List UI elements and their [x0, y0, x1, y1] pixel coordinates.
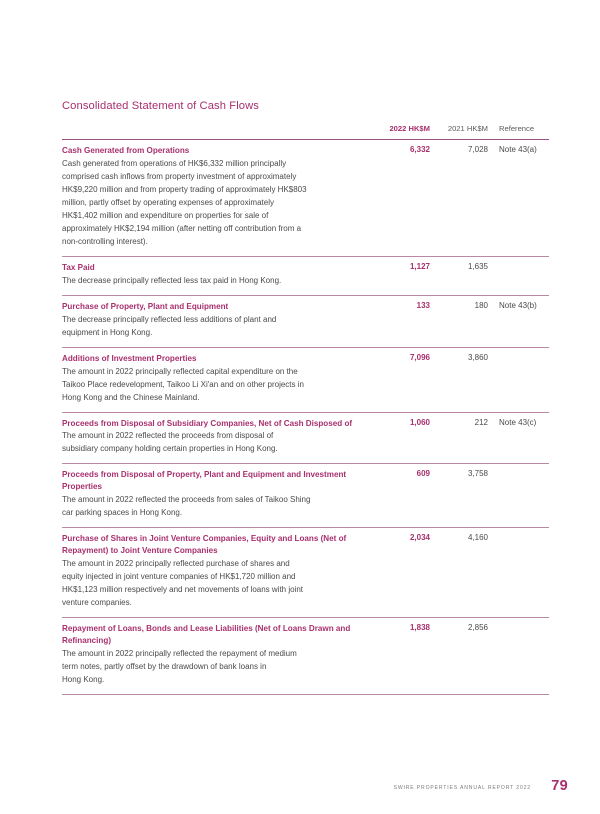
table-body	[62, 140, 549, 695]
table-row	[62, 464, 549, 493]
row-heading: Cash Generated from Operations	[62, 146, 190, 156]
description-line: The amount in 2022 principally reflected capital expenditure on the	[62, 366, 298, 376]
description-line: The amount in 2022 reflected the proceeds from disposal of	[62, 431, 274, 441]
description-line: equipment in Hong Kong.	[62, 327, 153, 337]
table-row-description	[62, 647, 549, 694]
table-row	[62, 412, 549, 429]
description-line: HK$1,123 million respectively and net movements of loans with joint	[62, 585, 304, 595]
page-title: Consolidated Statement of Cash Flows	[62, 100, 259, 112]
table-row-description	[62, 157, 549, 256]
row-value-2022: 609	[416, 469, 430, 479]
page-number: 79	[551, 778, 568, 794]
row-heading: Proceeds from Disposal of Property, Plant and Equipment and Investment Properties	[62, 470, 347, 492]
row-reference: Note 43(c)	[499, 417, 537, 427]
row-heading: Purchase of Shares in Joint Venture Companies, Equity and Loans (Net of Repayment) to Joint Venture Companies	[62, 534, 347, 556]
row-heading: Purchase of Property, Plant and Equipment	[62, 301, 229, 311]
row-description	[62, 429, 549, 463]
description-line: HK$1,402 million and expenditure on properties for sale of	[62, 211, 269, 221]
description-line: approximately HK$2,194 million (after netting off contribution from a	[62, 223, 302, 233]
row-description	[62, 557, 549, 617]
cash-flow-table	[62, 124, 549, 695]
row-value-2021: 7,028	[467, 145, 488, 155]
description-line: car parking spaces in Hong Kong.	[62, 508, 183, 518]
row-description	[62, 365, 549, 412]
row-description	[62, 274, 549, 295]
table-row	[62, 256, 549, 273]
table-row	[62, 347, 549, 364]
description-line: Taikoo Place redevelopment, Taikoo Li Xi'an and on other projects in	[62, 379, 304, 389]
row-reference	[491, 528, 549, 557]
table-row	[62, 617, 549, 646]
table-row-description	[62, 557, 549, 617]
row-value-2021: 4,160	[467, 533, 488, 543]
column-header-reference: Reference	[499, 124, 535, 133]
column-header-2022-unit: HK$M	[408, 124, 430, 133]
description-line: The decrease principally reflected less additions of plant and	[62, 314, 277, 324]
description-line: Hong Kong and the Chinese Mainland.	[62, 392, 200, 402]
row-description	[62, 157, 549, 256]
column-header-description	[62, 124, 372, 139]
row-value-2021: 2,856	[467, 622, 488, 632]
column-header-2021-unit: HK$M	[466, 124, 488, 133]
row-reference	[491, 347, 549, 364]
row-value-2022: 7,096	[409, 352, 430, 362]
description-line: The decrease principally reflected less tax paid in Hong Kong.	[62, 275, 282, 285]
table-row-description	[62, 274, 549, 295]
description-line: The amount in 2022 principally reflected purchase of shares and	[62, 559, 290, 569]
column-header-2021-year: 2021	[447, 124, 465, 133]
row-value-2021: 3,758	[467, 469, 488, 479]
row-value-2022: 1,060	[409, 417, 430, 427]
document-content	[62, 100, 549, 695]
row-value-2021: 180	[474, 300, 488, 310]
row-heading: Additions of Investment Properties	[62, 353, 197, 363]
row-value-2022: 6,332	[409, 145, 430, 155]
description-line: The amount in 2022 reflected the proceeds from sales of Taikoo Shing	[62, 495, 311, 505]
table-row-description	[62, 429, 549, 463]
description-line: Cash generated from operations of HK$6,332 million principally	[62, 159, 287, 169]
row-reference	[491, 617, 549, 646]
row-value-2021: 212	[474, 417, 488, 427]
table-row	[62, 295, 549, 312]
row-description	[62, 313, 549, 347]
row-description	[62, 647, 549, 694]
description-line: million, partly offset by operating expenses of approximately	[62, 198, 274, 208]
footer-report-label: SWIRE PROPERTIES ANNUAL REPORT 2022	[393, 785, 531, 791]
page-footer	[0, 778, 600, 804]
description-line: HK$9,220 million and from property trading of approximately HK$803	[62, 185, 307, 195]
row-value-2022: 1,838	[409, 622, 430, 632]
row-heading: Tax Paid	[62, 262, 95, 272]
row-value-2022: 1,127	[409, 261, 430, 271]
row-value-2022: 2,034	[409, 533, 430, 543]
description-line: non-controlling interest).	[62, 236, 148, 246]
table-row-description	[62, 365, 549, 412]
row-value-2021: 1,635	[467, 261, 488, 271]
row-heading: Proceeds from Disposal of Subsidiary Companies, Net of Cash Disposed of	[62, 418, 353, 428]
description-line: venture companies.	[62, 598, 132, 608]
table-bottom-divider	[62, 694, 549, 695]
table-header-row	[62, 124, 549, 139]
row-heading: Repayment of Loans, Bonds and Lease Liabilities (Net of Loans Drawn and Refinancing)	[62, 623, 351, 645]
row-reference: Note 43(b)	[499, 300, 537, 310]
row-reference	[491, 256, 549, 273]
row-value-2021: 3,860	[467, 352, 488, 362]
column-header-2022	[372, 124, 434, 139]
table-row-description	[62, 493, 549, 527]
description-line: equity injected in joint venture companies of HK$1,720 million and	[62, 572, 296, 582]
row-value-2022: 133	[416, 300, 430, 310]
row-description	[62, 493, 549, 527]
table-row	[62, 140, 549, 157]
table-header	[62, 124, 549, 140]
row-reference: Note 43(a)	[499, 145, 537, 155]
table-row-description	[62, 313, 549, 347]
description-line: term notes, partly offset by the drawdown of bank loans in	[62, 661, 267, 671]
description-line: The amount in 2022 principally reflected the repayment of medium	[62, 648, 297, 658]
row-reference	[491, 464, 549, 493]
column-header-2022-year: 2022	[389, 124, 407, 133]
description-line: Hong Kong.	[62, 674, 105, 684]
table-row	[62, 528, 549, 557]
description-line: comprised cash inflows from property investment of approximately	[62, 172, 297, 182]
column-header-2021	[434, 124, 491, 139]
description-line: subsidiary company holding certain properties in Hong Kong.	[62, 444, 278, 454]
